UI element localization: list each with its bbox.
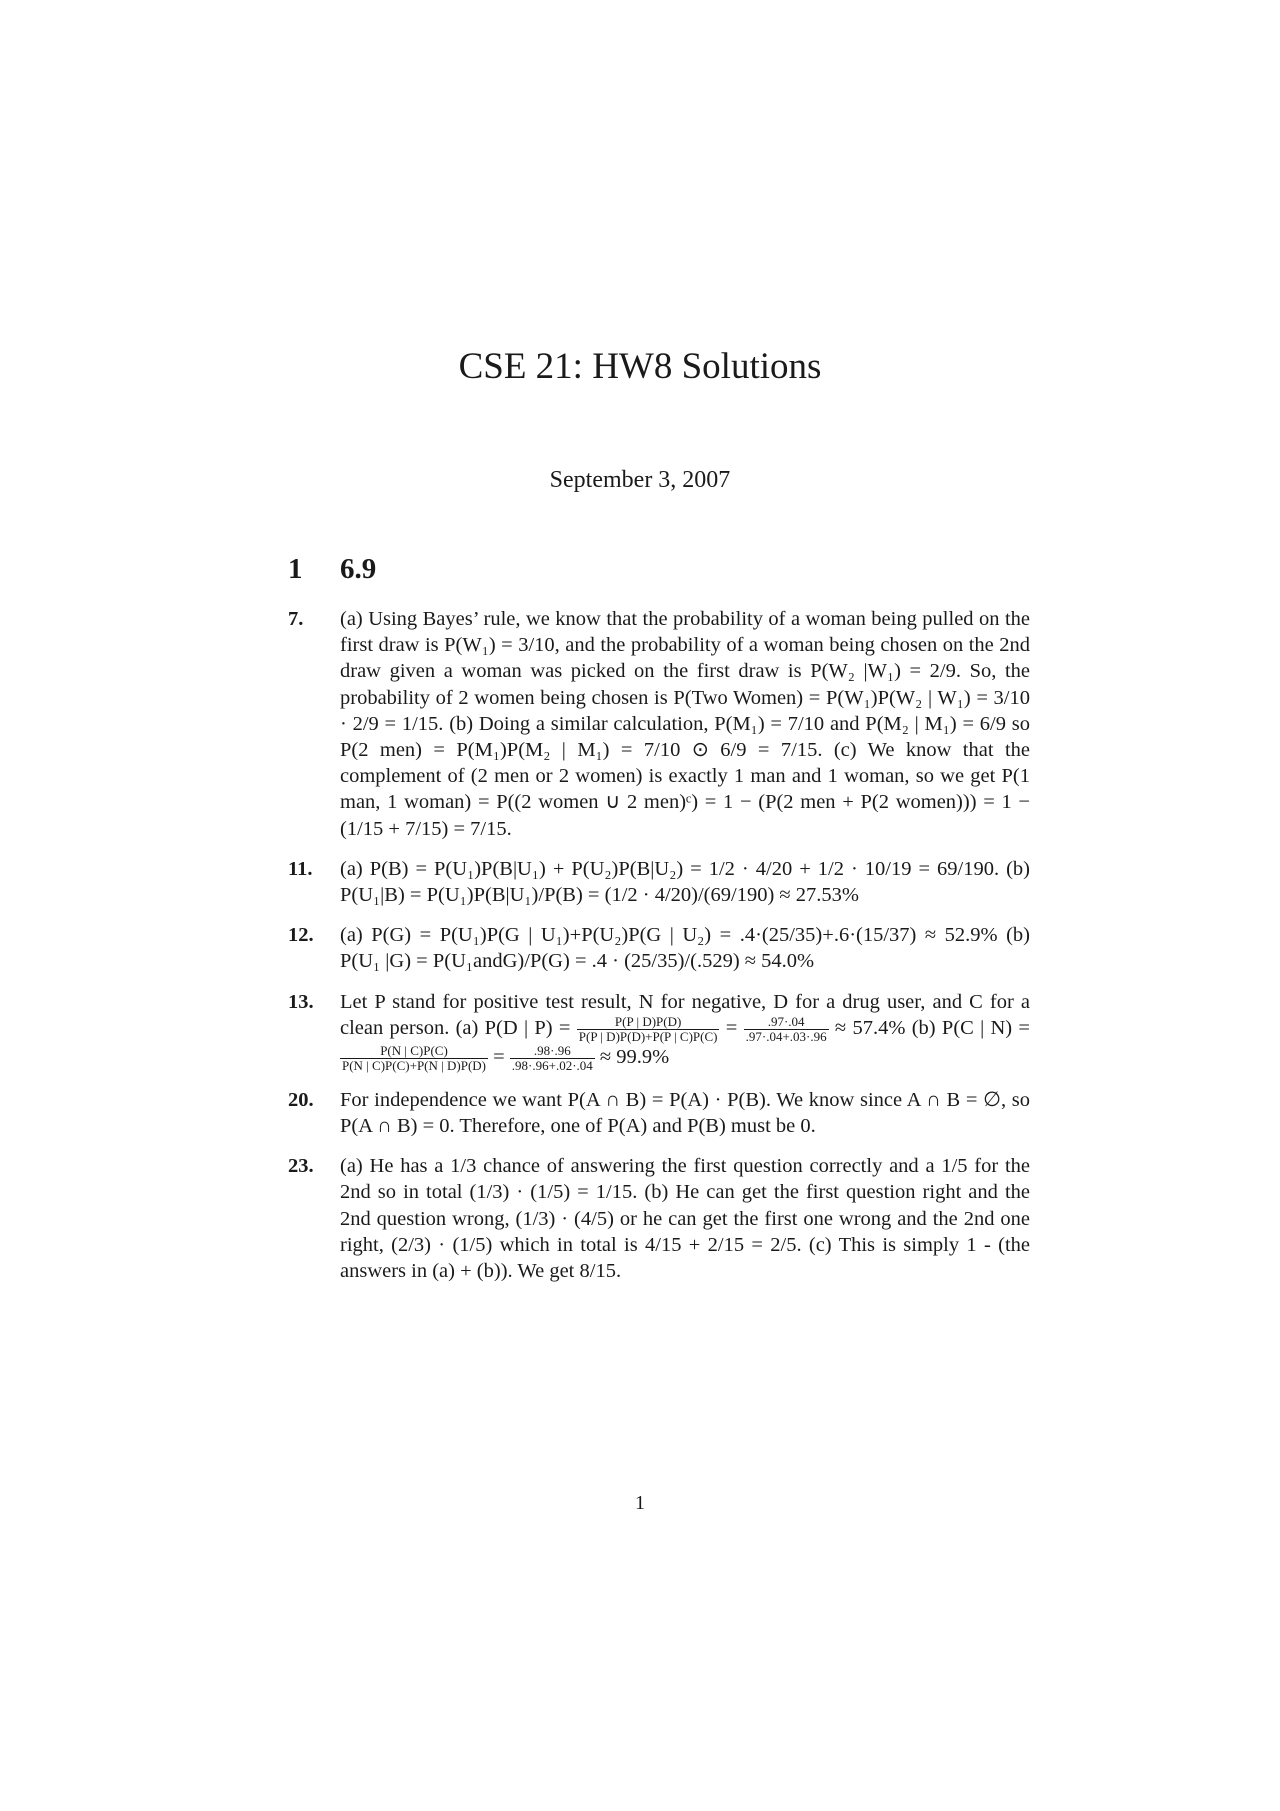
fraction-numerator: P(P | D)P(D) xyxy=(577,1015,720,1030)
problem-text: For independence we want P(A ∩ B) = P(A) · P(B). We know since A ∩ B = ∅, so P(A ∩ B) = 0. Therefore, one of P(A) and P(B) must be 0. xyxy=(340,1088,1030,1138)
problem-text: (a) Using Bayes’ rule, we know that the probability of a woman being pulled on the first draw is P(W₁) = 3/10, and the probability of a woman being chosen on the 2nd draw given a woman was picked on the first draw is P(W₂ |W₁) = 2/9. So, the probability of 2 women being chosen is P(Two Women) = P(W₁)P(W₂ | W₁) = 3/10 · 2/9 = 1/15. (b) Doing a similar calculation, P(M₁) = 7/10 and P(M₂ | M₁) = 6/9 so P(2 men) = P(M₁)P(M₂ | M₁) = 7/10 ⊙ 6/9 = 7/15. (c) We know that the complement of (2 men or 2 women) is exactly 1 man and 1 woman, so we get P(1 man, 1 woman) = P((2 women ∪ 2 men)ᶜ) = 1 − (P(2 men + P(2 women))) = 1 − (1/15 + 7/15) = 7/15. xyxy=(340,608,1030,840)
problem-13 xyxy=(288,989,1030,1073)
fraction-denominator: .98·.96+.02·.04 xyxy=(511,1057,593,1073)
section-heading xyxy=(288,553,376,586)
fraction-denominator: P(P | D)P(D)+P(P | C)P(C) xyxy=(578,1028,718,1044)
problem-number: 12. xyxy=(288,924,314,947)
problem-number: 11. xyxy=(288,857,313,880)
section-number: 1 xyxy=(288,553,303,585)
problem-text-part: Let P stand for positive test result, N for negative, D for a drug user, and C for a clean person. (a) P(D | P) = xyxy=(340,990,1030,1040)
problem-number: 23. xyxy=(288,1155,314,1178)
fraction xyxy=(577,1015,720,1044)
problem-12 xyxy=(288,922,1030,974)
problem-text: (a) P(G) = P(U₁)P(G | U₁)+P(U₂)P(G | U₂) = .4·(25/35)+.6·(15/37) ≈ 52.9% (b) P(U₁ |G) = P(U₁andG)/P(G) = .4 · (25/35)/(.529) ≈ 54.0% xyxy=(340,924,1030,973)
fraction xyxy=(510,1044,595,1073)
problem-11 xyxy=(288,856,1030,908)
fraction-numerator: .97·.04 xyxy=(744,1015,829,1030)
problem-23 xyxy=(288,1153,1030,1284)
fraction-numerator: P(N | C)P(C) xyxy=(340,1044,488,1059)
equals-sign: = xyxy=(493,1046,505,1069)
problem-text: (a) He has a 1/3 chance of answering the first question correctly and a 1/5 for the 2nd so in total (1/3) · (1/5) = 1/15. (b) He can get the first question right and the 2nd question wrong, (1/3) · (4/5) or he can get the first one wrong and the 2nd one right, (2/3) · (1/5) which in total is 4/15 + 2/15 = 2/5. (c) This is simply 1 - (the answers in (a) + (b)). We get 8/15. xyxy=(340,1155,1030,1283)
problem-text-part: ≈ 57.4% (b) P(C | N) = xyxy=(834,1017,1030,1040)
problem-text xyxy=(340,989,1030,1073)
fraction xyxy=(340,1044,488,1073)
fraction-denominator: P(N | C)P(C)+P(N | D)P(D) xyxy=(342,1057,486,1073)
fraction xyxy=(744,1015,829,1044)
page-number: 1 xyxy=(635,1492,645,1514)
problem-text-part: ≈ 99.9% xyxy=(599,1046,670,1069)
document-date: September 3, 2007 xyxy=(549,467,731,493)
problem-number: 7. xyxy=(288,608,304,630)
problem-text: (a) P(B) = P(U₁)P(B|U₁) + P(U₂)P(B|U₂) = 1/2 · 4/20 + 1/2 · 10/19 = 69/190. (b) P(U₁|B) = P(U₁)P(B|U₁)/P(B) = (1/2 · 4/20)/(69/190) ≈ 27.53% xyxy=(340,857,1030,907)
problem-7 xyxy=(288,606,1030,842)
problem-list xyxy=(288,606,1030,1298)
document-title: CSE 21: HW8 Solutions xyxy=(458,346,822,387)
equals-sign: = xyxy=(725,1017,738,1040)
problem-number: 20. xyxy=(288,1088,314,1111)
problem-20 xyxy=(288,1087,1030,1139)
fraction-denominator: .97·.04+.03·.96 xyxy=(745,1028,827,1044)
fraction-numerator: .98·.96 xyxy=(510,1044,595,1059)
section-title: 6.9 xyxy=(340,553,377,585)
problem-number: 13. xyxy=(288,990,314,1013)
